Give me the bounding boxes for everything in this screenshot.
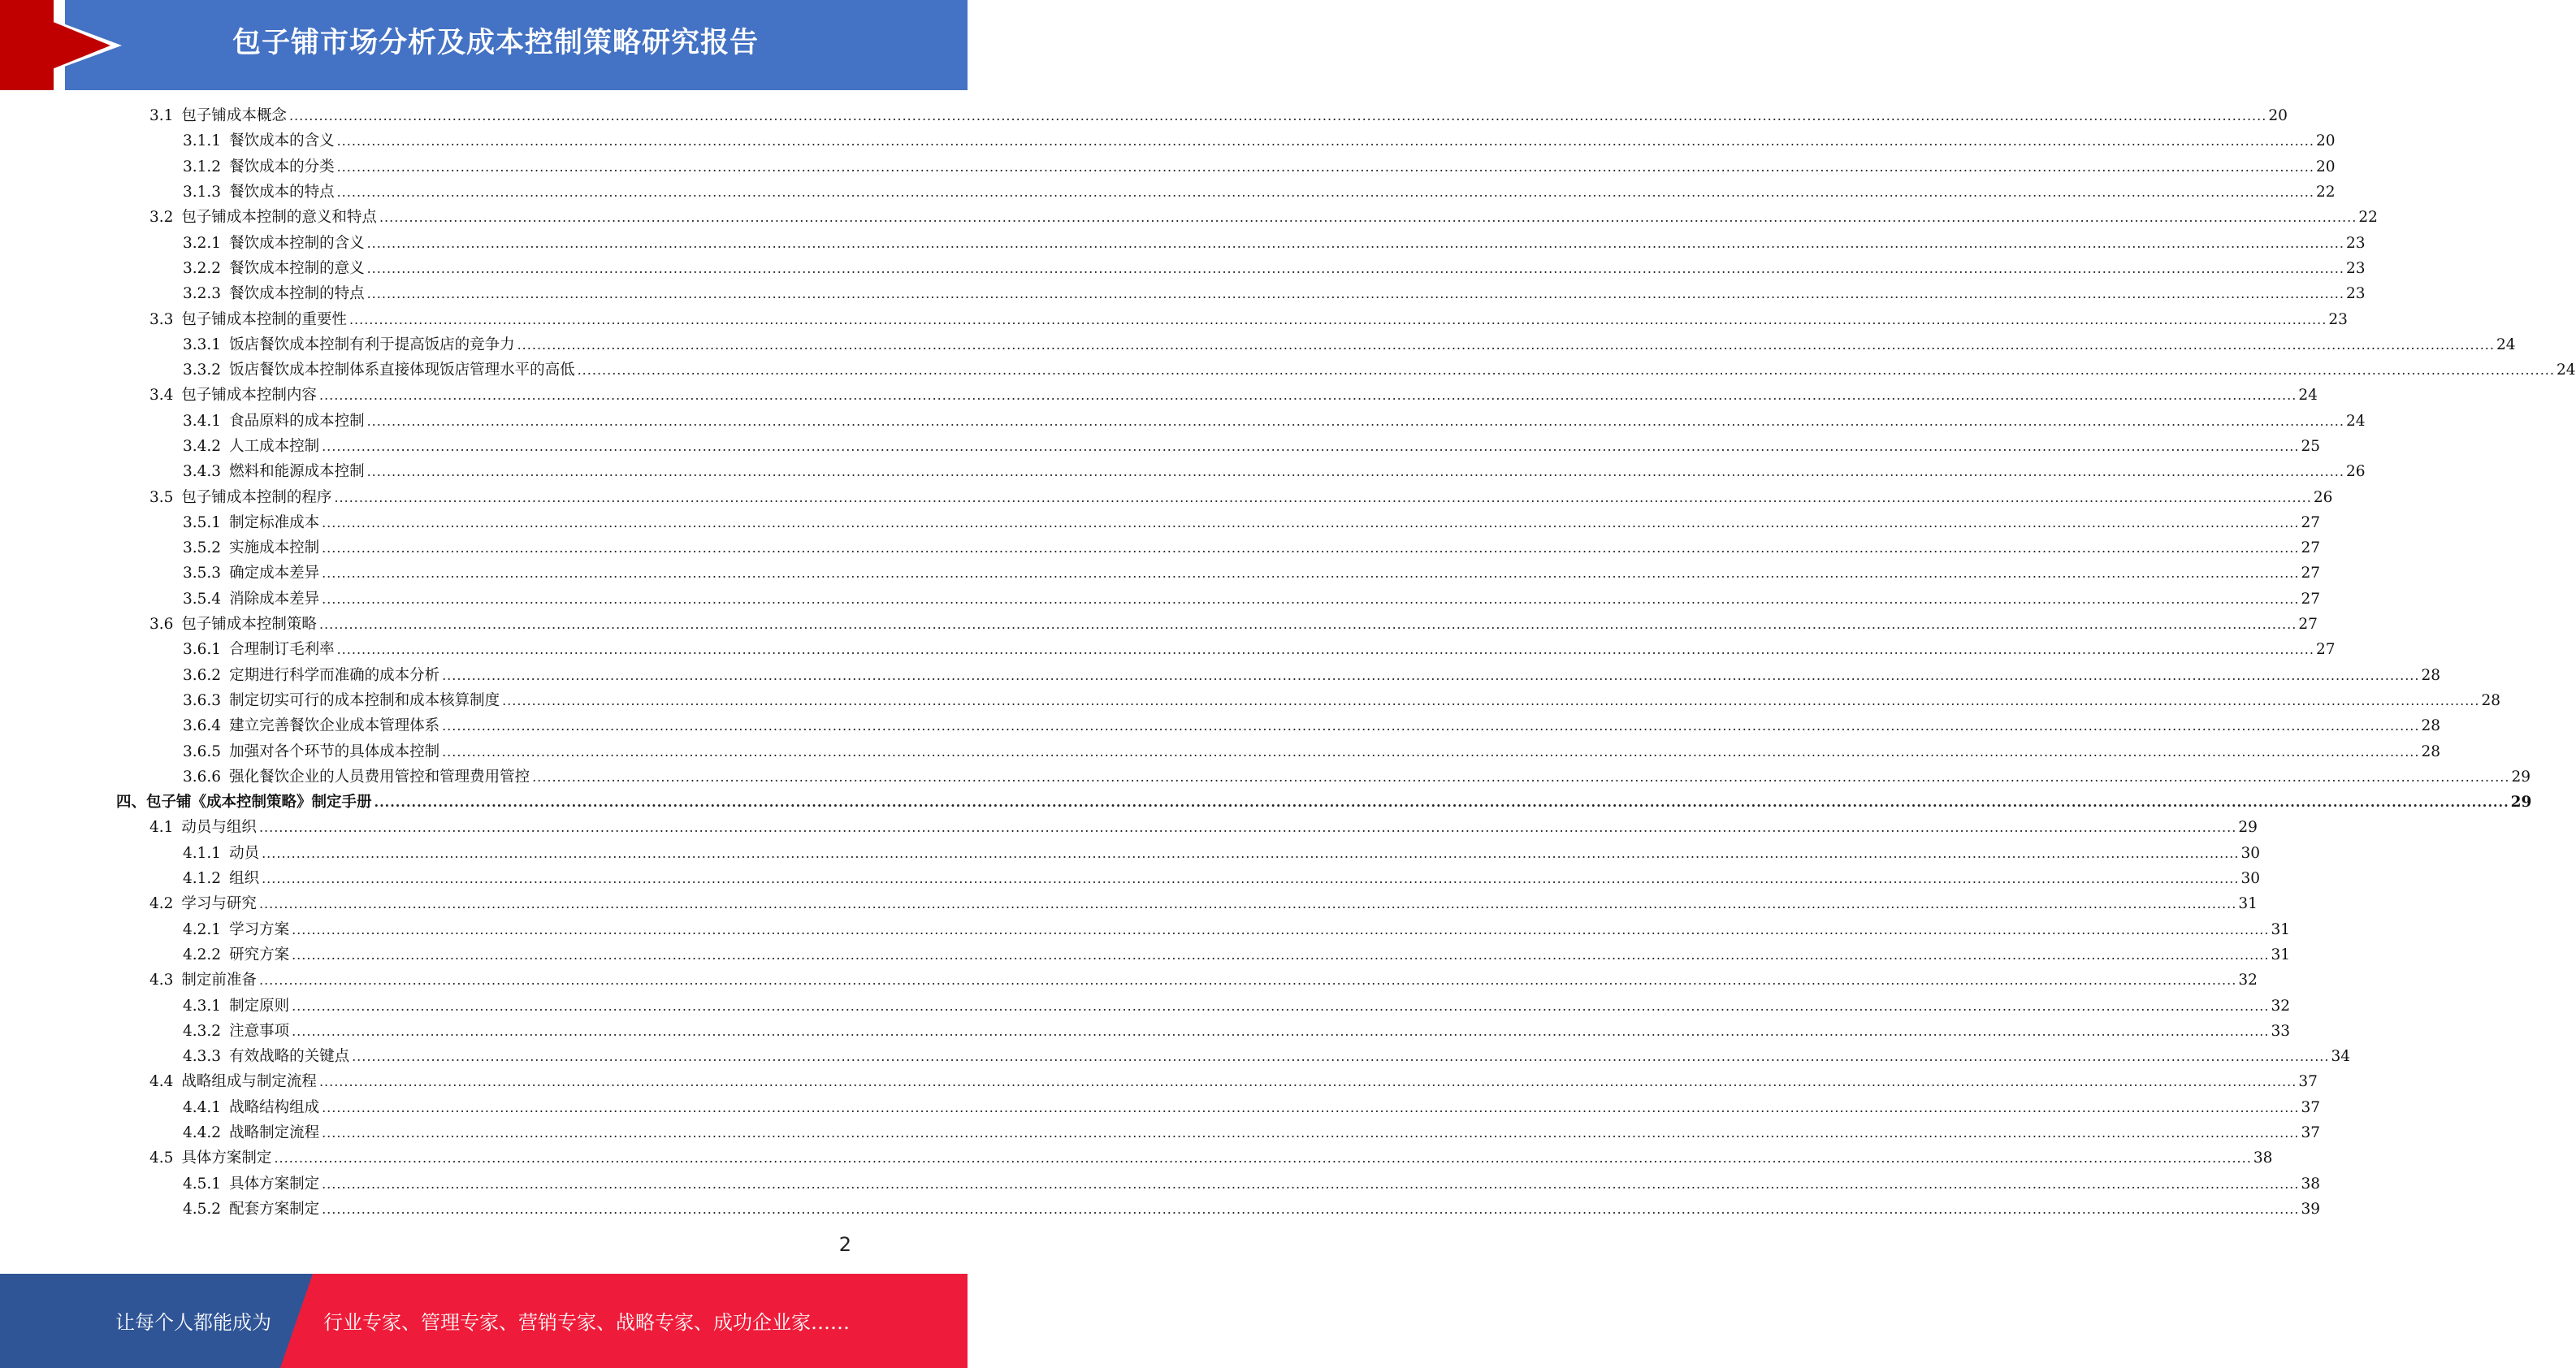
toc-entry-label (183, 994, 289, 1019)
toc-entry[interactable] (0, 205, 2378, 230)
toc-entry-page: 31 (2238, 895, 2258, 913)
toc-entry-title: 餐饮成本控制的含义 (229, 234, 365, 252)
toc-entry-number: 3.3 (149, 310, 174, 328)
toc-entry-title: 餐饮成本控制的特点 (229, 285, 365, 303)
toc-entry-page: 26 (2345, 463, 2366, 481)
toc-entry-number: 4.2 (149, 895, 174, 913)
toc-entry-page: 34 (2331, 1048, 2351, 1066)
toc-entry-title: 包子铺成本控制的程序 (181, 488, 332, 506)
page-header (0, 0, 968, 90)
toc-entry-number: 3.6.1 (183, 641, 222, 659)
toc-entry-title: 食品原料的成本控制 (229, 412, 365, 430)
toc-entry-number: 4.5.2 (183, 1200, 222, 1218)
toc-entry-title: 定期进行科学而准确的成本分析 (229, 666, 440, 684)
toc-entry-title: 制定切实可行的成本控制和成本核算制度 (229, 691, 500, 709)
toc-entry-number: 3.6.4 (183, 717, 222, 735)
toc-entry-page: 27 (2301, 565, 2321, 582)
toc-entry-page: 31 (2271, 946, 2291, 963)
toc-entry-label (183, 231, 365, 256)
toc-dot-leader: ................................................................................................................................................................................................................................................................................................................................................................................................................ (442, 667, 2420, 683)
toc-entry[interactable] (0, 942, 2291, 968)
toc-entry-number: 4.2.1 (183, 920, 222, 938)
toc-entry-title: 包子铺成本概念 (181, 107, 287, 125)
toc-entry-label (149, 485, 331, 510)
toc-entry-number: 3.6.3 (183, 691, 222, 709)
toc-entry-number: 3.2.3 (183, 285, 222, 303)
toc-entry-page: 38 (2301, 1175, 2321, 1193)
toc-entry-title: 组织 (229, 870, 260, 888)
toc-entry-number: 4.5.1 (183, 1175, 222, 1193)
toc-entry-label (149, 815, 257, 840)
toc-entry-title: 包子铺成本控制内容 (181, 387, 317, 405)
toc-entry[interactable] (0, 1019, 2291, 1044)
toc-dot-leader: ................................................................................................................................................................................................................................................................................................................................................................................................................ (292, 1023, 2270, 1039)
toc-entry-title: 建立完善餐饮企业成本管理体系 (229, 717, 440, 735)
toc-entry-label (183, 841, 259, 866)
toc-entry-label (183, 128, 335, 154)
toc-entry[interactable] (0, 154, 2336, 180)
toc-entry[interactable] (0, 306, 2348, 331)
toc-entry-page: 33 (2271, 1022, 2291, 1040)
toc-entry[interactable] (0, 1044, 2351, 1069)
toc-entry-page: 22 (2315, 184, 2336, 201)
toc-entry-title: 餐饮成本的含义 (229, 132, 335, 150)
toc-entry[interactable] (0, 713, 2441, 738)
footer-blue-slant (280, 1274, 313, 1368)
toc-entry-label (183, 357, 575, 383)
toc-entry-page: 23 (2345, 234, 2366, 252)
toc-dot-leader: ................................................................................................................................................................................................................................................................................................................................................................................................................ (258, 820, 2237, 836)
toc-entry-page: 30 (2240, 844, 2261, 862)
toc-entry[interactable] (0, 1120, 2321, 1145)
toc-entry-label (149, 1069, 317, 1094)
toc-entry-page: 38 (2253, 1149, 2273, 1167)
toc-entry-page: 24 (2556, 361, 2576, 379)
toc-dot-leader: ................................................................................................................................................................................................................................................................................................................................................................................................................ (322, 1099, 2300, 1115)
toc-dot-leader: ................................................................................................................................................................................................................................................................................................................................................................................................................ (322, 1175, 2300, 1192)
toc-entry-title: 餐饮成本的特点 (229, 184, 335, 201)
toc-entry[interactable] (0, 230, 2366, 255)
toc-entry-title: 注意事项 (229, 1022, 290, 1040)
toc-entry-label (149, 891, 257, 916)
toc-entry-title: 具体方案制定 (229, 1175, 320, 1193)
toc-entry-number: 3.1 (149, 107, 174, 125)
toc-entry-number: 3.3.2 (183, 361, 222, 379)
toc-entry-number: 4.1.1 (183, 844, 222, 862)
toc-entry-label (183, 713, 439, 738)
toc-entry-page: 32 (2238, 972, 2258, 989)
toc-entry-title: 动员 (229, 844, 260, 862)
toc-entry-page: 37 (2298, 1073, 2318, 1091)
toc-entry[interactable] (0, 637, 2336, 662)
toc-entry-page: 39 (2301, 1200, 2321, 1218)
toc-entry-page: 23 (2345, 259, 2366, 277)
page-footer (0, 1274, 968, 1368)
toc-entry-title: 配套方案制定 (229, 1200, 320, 1218)
toc-entry-page: 23 (2328, 310, 2348, 328)
toc-entry-number: 3.3.1 (183, 336, 222, 353)
toc-entry-label (183, 332, 515, 357)
toc-entry-label (183, 587, 319, 612)
toc-entry-label (183, 1095, 319, 1120)
toc-dot-leader: ................................................................................................................................................................................................................................................................................................................................................................................................................ (262, 845, 2240, 861)
toc-entry-title: 四、包子铺《成本控制策略》制定手册 (116, 794, 372, 812)
toc-entry-title: 战略制定流程 (229, 1124, 320, 1142)
toc-entry-title: 合理制订毛利率 (229, 641, 335, 659)
toc-entry-number: 4.3 (149, 972, 174, 989)
toc-entry[interactable] (0, 993, 2291, 1018)
toc-dot-leader: ................................................................................................................................................................................................................................................................................................................................................................................................................ (577, 362, 2555, 379)
toc-entry[interactable] (0, 891, 2258, 916)
toc-dot-leader: ................................................................................................................................................................................................................................................................................................................................................................................................................ (322, 1201, 2300, 1217)
toc-entry-number: 3.4.3 (183, 463, 222, 481)
toc-entry-title: 研究方案 (229, 946, 290, 963)
toc-dot-leader: ................................................................................................................................................................................................................................................................................................................................................................................................................ (288, 108, 2267, 124)
toc-entry[interactable] (0, 1069, 2318, 1094)
toc-entry-number: 4.4.2 (183, 1124, 222, 1142)
toc-entry-number: 3.6.6 (183, 768, 222, 786)
toc-entry-title: 饭店餐饮成本控制有利于提高饭店的竞争力 (229, 336, 515, 353)
toc-entry-number: 3.2.2 (183, 259, 222, 277)
toc-entry-number: 4.5 (149, 1149, 174, 1167)
toc-entry-number: 3.2 (149, 209, 174, 227)
toc-dot-leader: ................................................................................................................................................................................................................................................................................................................................................................................................................ (262, 871, 2240, 887)
toc-entry-page: 24 (2298, 387, 2318, 405)
toc-entry-number: 3.4.2 (183, 438, 222, 455)
toc-entry-page: 22 (2358, 209, 2378, 227)
toc-dot-leader: ................................................................................................................................................................................................................................................................................................................................................................................................................ (318, 1074, 2297, 1090)
toc-dot-leader: ................................................................................................................................................................................................................................................................................................................................................................................................................ (336, 158, 2314, 175)
toc-dot-leader: ................................................................................................................................................................................................................................................................................................................................................................................................................ (442, 718, 2420, 734)
toc-entry-label (183, 256, 365, 281)
toc-entry[interactable] (0, 917, 2291, 942)
toc-entry-label (183, 942, 289, 968)
toc-entry-page: 24 (2345, 412, 2366, 430)
toc-entry[interactable] (0, 1145, 2273, 1171)
toc-entry-page: 20 (2268, 107, 2288, 125)
toc-entry-title: 学习与研究 (181, 895, 257, 913)
toc-entry-number: 4.2.2 (183, 946, 222, 963)
toc-dot-leader: ................................................................................................................................................................................................................................................................................................................................................................................................................ (366, 413, 2344, 429)
toc-entry[interactable] (0, 103, 2288, 128)
footer-tagline: 行业专家、管理专家、营销专家、战略专家、成功企业家…… (323, 1311, 850, 1334)
toc-entry-title: 饭店餐饮成本控制体系直接体现饭店管理水平的高低 (229, 361, 575, 379)
toc-entry-number: 4.3.2 (183, 1022, 222, 1040)
toc-entry-label (183, 1120, 319, 1145)
toc-dot-leader: ................................................................................................................................................................................................................................................................................................................................................................................................................ (292, 921, 2270, 937)
toc-entry-title: 加强对各个环节的具体成本控制 (229, 742, 440, 760)
toc-entry-label (183, 535, 319, 561)
toc-entry-number: 4.4.1 (183, 1098, 222, 1116)
toc-entry-page: 27 (2315, 641, 2336, 659)
toc-entry-number: 3.1.1 (183, 132, 222, 150)
toc-dot-leader: ................................................................................................................................................................................................................................................................................................................................................................................................................ (517, 336, 2495, 353)
toc-entry-page: 32 (2271, 997, 2291, 1015)
toc-entry[interactable] (0, 612, 2318, 637)
toc-entry[interactable] (0, 409, 2366, 434)
toc-entry-number: 3.6.2 (183, 666, 222, 684)
toc-dot-leader: ................................................................................................................................................................................................................................................................................................................................................................................................................ (322, 591, 2300, 607)
toc-entry-label (183, 180, 335, 205)
toc-entry[interactable] (0, 866, 2261, 891)
toc-entry-title: 制定原则 (229, 997, 290, 1015)
toc-entry-label (183, 154, 335, 180)
toc-dot-leader: ................................................................................................................................................................................................................................................................................................................................................................................................................ (334, 489, 2312, 505)
toc-entry-page: 37 (2301, 1124, 2321, 1142)
toc-entry-title: 战略结构组成 (229, 1098, 320, 1116)
toc-entry-title: 具体方案制定 (181, 1149, 272, 1167)
toc-entry-page: 25 (2301, 438, 2321, 455)
toc-entry-title: 制定前准备 (181, 972, 257, 989)
toc-entry[interactable] (0, 332, 2516, 357)
toc-dot-leader: ................................................................................................................................................................................................................................................................................................................................................................................................................ (258, 896, 2237, 912)
toc-dot-leader: ................................................................................................................................................................................................................................................................................................................................................................................................................ (374, 794, 2509, 811)
toc-entry-title: 包子铺成本控制策略 (181, 616, 317, 634)
toc-entry-label (183, 917, 289, 942)
toc-entry[interactable] (0, 128, 2336, 154)
toc-entry[interactable] (0, 1171, 2321, 1196)
toc-entry[interactable] (0, 459, 2366, 484)
toc-entry-label (116, 790, 372, 815)
toc-entry[interactable] (0, 663, 2441, 688)
toc-entry[interactable] (0, 688, 2501, 713)
toc-entry[interactable] (0, 1197, 2321, 1222)
toc-entry[interactable] (0, 256, 2366, 281)
toc-entry-page: 27 (2298, 616, 2318, 634)
toc-dot-leader: ................................................................................................................................................................................................................................................................................................................................................................................................................ (274, 1150, 2252, 1167)
toc-entry-page: 30 (2240, 870, 2261, 888)
toc-entry-label (149, 612, 317, 637)
toc-entry-number: 3.1.2 (183, 158, 222, 175)
toc-dot-leader: ................................................................................................................................................................................................................................................................................................................................................................................................................ (366, 260, 2344, 276)
toc-dot-leader: ................................................................................................................................................................................................................................................................................................................................................................................................................ (258, 972, 2237, 989)
toc-entry-title: 强化餐饮企业的人员费用管控和管理费用管控 (229, 768, 530, 786)
toc-entry-number: 3.5 (149, 488, 174, 506)
toc-entry-number: 4.4 (149, 1073, 174, 1091)
toc-dot-leader: ................................................................................................................................................................................................................................................................................................................................................................................................................ (322, 540, 2300, 556)
toc-entry-label (149, 968, 257, 993)
toc-dot-leader: ................................................................................................................................................................................................................................................................................................................................................................................................................ (442, 743, 2420, 760)
toc-entry-page: 29 (2511, 768, 2531, 786)
toc-entry-page: 23 (2345, 285, 2366, 303)
toc-entry-title: 消除成本差异 (229, 590, 320, 608)
toc-dot-leader: ................................................................................................................................................................................................................................................................................................................................................................................................................ (379, 210, 2357, 226)
toc-entry[interactable] (0, 764, 2531, 790)
toc-dot-leader: ................................................................................................................................................................................................................................................................................................................................................................................................................ (336, 133, 2314, 149)
toc-entry[interactable] (0, 510, 2321, 535)
toc-entry-label (149, 1145, 271, 1171)
toc-entry[interactable] (0, 815, 2258, 840)
toc-entry[interactable] (0, 561, 2321, 586)
toc-entry-title: 包子铺成本控制的重要性 (181, 310, 347, 328)
toc-entry[interactable] (0, 790, 2532, 815)
toc-entry-page: 28 (2421, 666, 2441, 684)
page-number: 2 (838, 1233, 851, 1256)
toc-entry-number: 4.3.3 (183, 1048, 222, 1066)
toc-entry[interactable] (0, 535, 2321, 561)
toc-entry-number: 3.1.3 (183, 184, 222, 201)
toc-entry-label (183, 561, 319, 586)
toc-entry-page: 20 (2315, 132, 2336, 150)
toc-entry-page: 27 (2301, 513, 2321, 531)
toc-entry-title: 确定成本差异 (229, 565, 320, 582)
toc-entry[interactable] (0, 281, 2366, 306)
toc-dot-leader: ................................................................................................................................................................................................................................................................................................................................................................................................................ (366, 286, 2344, 302)
toc-dot-leader: ................................................................................................................................................................................................................................................................................................................................................................................................................ (336, 642, 2314, 658)
toc-entry-page: 29 (2238, 819, 2258, 837)
toc-entry-page: 29 (2510, 794, 2532, 812)
toc-entry-title: 餐饮成本控制的意义 (229, 259, 365, 277)
toc-dot-leader: ................................................................................................................................................................................................................................................................................................................................................................................................................ (292, 946, 2270, 963)
toc-entry-number: 3.4.1 (183, 412, 222, 430)
toc-dot-leader: ................................................................................................................................................................................................................................................................................................................................................................................................................ (366, 464, 2344, 480)
toc-entry-label (149, 205, 377, 230)
toc-dot-leader: ................................................................................................................................................................................................................................................................................................................................................................................................................ (366, 235, 2344, 251)
toc-entry[interactable] (0, 484, 2333, 509)
toc-entry-title: 人工成本控制 (229, 438, 320, 455)
toc-entry-label (183, 764, 530, 790)
toc-entry[interactable] (0, 180, 2336, 205)
toc-entry[interactable] (0, 357, 2576, 383)
toc-entry-title: 有效战略的关键点 (229, 1048, 350, 1066)
toc-dot-leader: ................................................................................................................................................................................................................................................................................................................................................................................................................ (318, 387, 2297, 404)
toc-entry-label (183, 1197, 319, 1222)
toc-entry-label (149, 307, 347, 332)
toc-entry-title: 燃料和能源成本控制 (229, 463, 365, 481)
toc-entry-label (149, 383, 317, 408)
toc-entry[interactable] (0, 383, 2318, 408)
toc-entry-number: 4.1 (149, 819, 174, 837)
toc-entry[interactable] (0, 841, 2261, 866)
toc-entry-title: 制定标准成本 (229, 513, 320, 531)
toc-entry-number: 3.5.3 (183, 565, 222, 582)
toc-dot-leader: ................................................................................................................................................................................................................................................................................................................................................................................................................ (318, 617, 2297, 633)
toc-entry-page: 20 (2315, 158, 2336, 175)
toc-entry[interactable] (0, 587, 2321, 612)
toc-entry-number: 3.5.4 (183, 590, 222, 608)
table-of-contents (0, 103, 2576, 1222)
toc-entry-label (183, 459, 365, 484)
toc-entry[interactable] (0, 434, 2321, 459)
toc-entry-title: 战略组成与制定流程 (181, 1073, 317, 1091)
toc-entry-label (183, 1019, 289, 1044)
toc-entry-page: 28 (2481, 691, 2501, 709)
toc-dot-leader: ................................................................................................................................................................................................................................................................................................................................................................................................................ (322, 565, 2300, 582)
toc-dot-leader: ................................................................................................................................................................................................................................................................................................................................................................................................................ (352, 1049, 2330, 1065)
toc-entry-number: 3.4 (149, 387, 174, 405)
toc-entry-title: 学习方案 (229, 920, 290, 938)
toc-entry[interactable] (0, 1095, 2321, 1120)
toc-entry-label (183, 434, 319, 459)
toc-entry-label (149, 103, 287, 128)
toc-dot-leader: ................................................................................................................................................................................................................................................................................................................................................................................................................ (322, 514, 2300, 530)
toc-entry-label (183, 1171, 319, 1197)
toc-entry-page: 37 (2301, 1098, 2321, 1116)
toc-entry-page: 28 (2421, 717, 2441, 735)
toc-entry-label (183, 688, 500, 713)
toc-entry-number: 3.2.1 (183, 234, 222, 252)
toc-entry[interactable] (0, 968, 2258, 993)
toc-entry-label (183, 663, 439, 688)
toc-entry-label (183, 866, 259, 891)
toc-entry-page: 28 (2421, 742, 2441, 760)
toc-entry-label (183, 637, 335, 662)
toc-entry-label (183, 281, 365, 306)
toc-dot-leader: ................................................................................................................................................................................................................................................................................................................................................................................................................ (322, 1125, 2300, 1141)
toc-entry-title: 包子铺成本控制的意义和特点 (181, 209, 377, 227)
toc-dot-leader: ................................................................................................................................................................................................................................................................................................................................................................................................................ (336, 184, 2314, 201)
toc-entry-title: 动员与组织 (181, 819, 257, 837)
footer-slogan: 让每个人都能成为 (115, 1311, 271, 1334)
toc-entry-label (183, 510, 319, 535)
toc-dot-leader: ................................................................................................................................................................................................................................................................................................................................................................................................................ (532, 768, 2510, 785)
toc-entry-page: 26 (2313, 488, 2333, 506)
toc-entry[interactable] (0, 738, 2441, 764)
report-title: 包子铺市场分析及成本控制策略研究报告 (232, 27, 759, 59)
toc-entry-page: 31 (2271, 920, 2291, 938)
toc-entry-page: 24 (2496, 336, 2516, 353)
toc-entry-title: 餐饮成本的分类 (229, 158, 335, 175)
toc-dot-leader: ................................................................................................................................................................................................................................................................................................................................................................................................................ (502, 692, 2480, 708)
toc-entry-number: 3.5.2 (183, 539, 222, 557)
toc-entry-page: 27 (2301, 590, 2321, 608)
toc-dot-leader: ................................................................................................................................................................................................................................................................................................................................................................................................................ (322, 439, 2300, 454)
toc-entry-number: 3.6 (149, 616, 174, 634)
toc-entry-label (183, 739, 439, 764)
toc-entry-number: 3.5.1 (183, 513, 222, 531)
toc-dot-leader: ................................................................................................................................................................................................................................................................................................................................................................................................................ (349, 311, 2327, 327)
toc-dot-leader: ................................................................................................................................................................................................................................................................................................................................................................................................................ (292, 998, 2270, 1014)
toc-entry-page: 27 (2301, 539, 2321, 557)
toc-entry-title: 实施成本控制 (229, 539, 320, 557)
toc-entry-number: 3.6.5 (183, 742, 222, 760)
toc-entry-number: 4.3.1 (183, 997, 222, 1015)
toc-entry-label (183, 1044, 349, 1069)
toc-entry-label (183, 409, 365, 434)
toc-entry-number: 4.1.2 (183, 870, 222, 888)
header-red-arrow (0, 0, 110, 90)
